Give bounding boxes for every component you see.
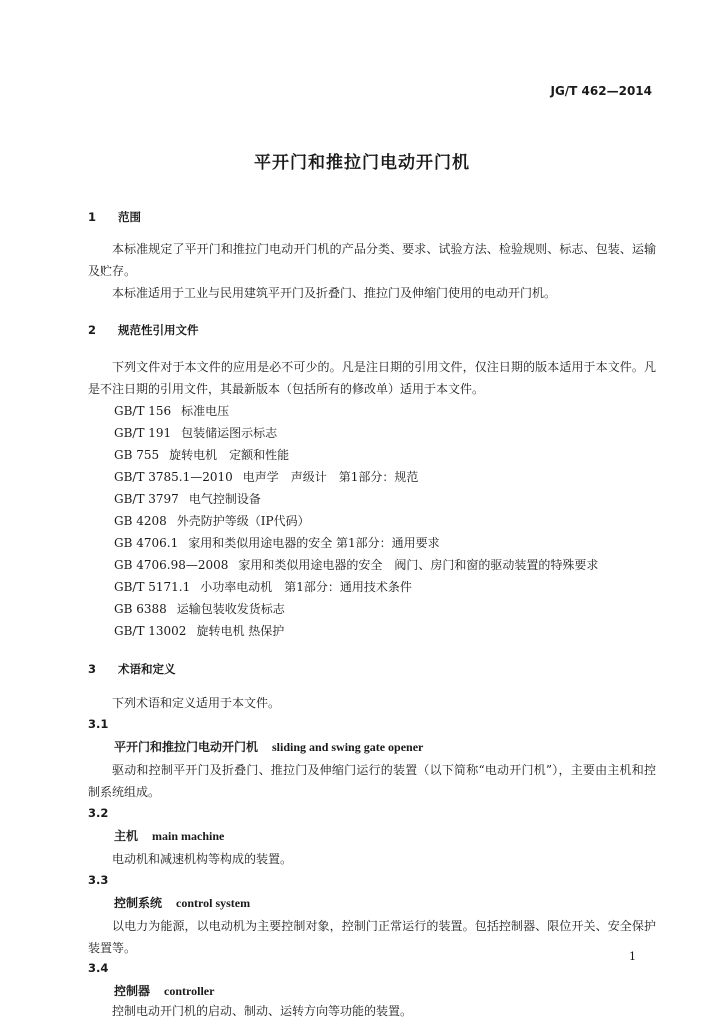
reference-code: GB/T 3785.1—2010 — [114, 470, 233, 484]
term-en: control system — [176, 896, 251, 910]
term-definition: 控制电动开门机的启动、制动、运转方向等功能的装置。 — [112, 1004, 413, 1018]
reference-item — [114, 512, 310, 529]
reference-code: GB 4208 — [114, 514, 167, 528]
reference-name: 家用和类似用途电器的安全 阀门、房门和窗的驱动装置的特殊要求 — [238, 558, 599, 572]
reference-name: 旋转电机 定额和性能 — [169, 448, 290, 462]
reference-item — [114, 402, 229, 419]
reference-name: 运输包装收发货标志 — [176, 602, 285, 616]
clause-number: 3.4 — [88, 961, 109, 975]
paragraph: 下列文件对于本文件的应用是必不可少的。凡是注日期的引用文件，仅注日期的版本适用于本文件。凡是不注日期的引用文件，其最新版本（包括所有的修改单）适用于本文件。 — [88, 360, 656, 396]
reference-item — [114, 490, 261, 507]
page-number: 1 — [629, 950, 636, 963]
term-definition: 以电力为能源，以电动机为主要控制对象，控制门正常运行的装置。包括控制器、限位开关、安全保护装置等。 — [88, 919, 656, 955]
section-number: 1 — [88, 210, 97, 224]
term-definition: 电动机和减速机构等构成的装置。 — [112, 852, 293, 866]
reference-item — [114, 468, 418, 485]
term-cn: 控制器 — [114, 984, 151, 998]
section-number: 2 — [88, 323, 97, 337]
section-title: 范围 — [118, 210, 141, 224]
clause-number: 3.2 — [88, 806, 109, 820]
term-definition: 驱动和控制平开门及折叠门、推拉门及伸缩门运行的装置（以下简称“电动开门机”），主要由主机和控制系统组成。 — [88, 763, 656, 799]
reference-code: GB 755 — [114, 448, 160, 462]
reference-code: GB 4706.1 — [114, 536, 179, 550]
term-en: sliding and swing gate opener — [272, 740, 424, 754]
reference-name: 包装储运图示标志 — [181, 426, 278, 440]
reference-code: GB 4706.98—2008 — [114, 558, 229, 572]
term-en: main machine — [152, 829, 225, 843]
term-en: controller — [164, 984, 215, 998]
term-heading — [114, 827, 224, 844]
clause-number: 3.3 — [88, 873, 109, 887]
term-heading — [114, 894, 250, 911]
reference-code: GB/T 13002 — [114, 624, 187, 638]
reference-item — [114, 424, 277, 441]
reference-item — [114, 556, 598, 573]
reference-item — [114, 578, 412, 595]
reference-item — [114, 446, 289, 463]
standard-code: JG/T 462—2014 — [550, 84, 652, 98]
section-number: 3 — [88, 662, 97, 676]
paragraph: 本标准规定了平开门和推拉门电动开门机的产品分类、要求、试验方法、检验规则、标志、包装、运输及贮存。 — [88, 242, 656, 278]
reference-name: 外壳防护等级（IP代码） — [176, 514, 310, 528]
paragraph: 下列术语和定义适用于本文件。 — [112, 696, 281, 710]
clause-number: 3.1 — [88, 717, 109, 731]
section-2-heading — [88, 322, 199, 338]
reference-name: 小功率电动机 第1部分：通用技术条件 — [200, 580, 412, 594]
reference-item — [114, 622, 284, 639]
reference-name: 标准电压 — [181, 404, 230, 418]
term-cn: 平开门和推拉门电动开门机 — [114, 740, 259, 754]
reference-code: GB 6388 — [114, 602, 167, 616]
reference-name: 电声学 声级计 第1部分：规范 — [242, 470, 419, 484]
reference-code: GB/T 3797 — [114, 492, 179, 506]
reference-name: 电气控制设备 — [188, 492, 261, 506]
reference-name: 旋转电机 热保护 — [196, 624, 285, 638]
reference-code: GB/T 5171.1 — [114, 580, 191, 594]
reference-code: GB/T 156 — [114, 404, 172, 418]
section-title: 规范性引用文件 — [118, 323, 199, 337]
reference-item — [114, 534, 440, 551]
section-3-heading — [88, 661, 176, 677]
term-heading — [114, 982, 214, 999]
document-title: 平开门和推拉门电动开门机 — [254, 153, 470, 173]
paragraph: 本标准适用于工业与民用建筑平开门及折叠门、推拉门及伸缩门使用的电动开门机。 — [112, 286, 557, 300]
section-title: 术语和定义 — [118, 662, 176, 676]
reference-name: 家用和类似用途电器的安全 第1部分：通用要求 — [188, 536, 440, 550]
reference-code: GB/T 191 — [114, 426, 172, 440]
term-cn: 主机 — [114, 829, 139, 843]
reference-item — [114, 600, 285, 617]
term-cn: 控制系统 — [114, 896, 163, 910]
section-1-heading — [88, 209, 141, 225]
term-heading — [114, 738, 423, 755]
